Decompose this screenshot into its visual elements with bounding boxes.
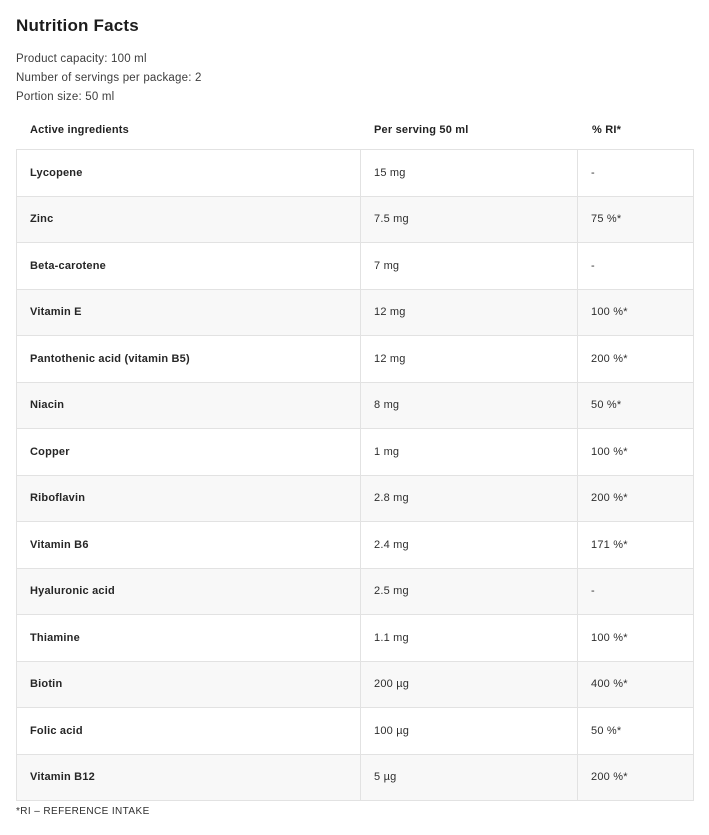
table-row — [17, 661, 694, 708]
table-row — [17, 615, 694, 662]
per-serving-value-cell: 8 mg — [361, 382, 578, 429]
table-row — [17, 475, 694, 522]
ingredient-name-cell: Riboflavin — [17, 475, 361, 522]
ingredient-name-cell: Lycopene — [17, 150, 361, 197]
ri-percent-cell: 50 %* — [578, 708, 694, 755]
table-row — [17, 429, 694, 476]
per-serving-value-cell: 12 mg — [361, 336, 578, 383]
nutrition-table-body — [17, 150, 694, 801]
ingredient-name-cell: Niacin — [17, 382, 361, 429]
ri-percent-cell: 400 %* — [578, 661, 694, 708]
per-serving-value-cell: 200 µg — [361, 661, 578, 708]
ri-percent-cell: - — [578, 568, 694, 615]
portion-size-line: Portion size: 50 ml — [16, 91, 115, 103]
per-serving-value-cell: 5 µg — [361, 754, 578, 801]
table-header-row — [16, 119, 693, 141]
column-header-per-serving: Per serving 50 ml — [374, 124, 469, 136]
table-row — [17, 196, 694, 243]
column-header-ri-percent: % RI* — [592, 124, 622, 136]
ri-percent-cell: 171 %* — [578, 522, 694, 569]
per-serving-value-cell: 1.1 mg — [361, 615, 578, 662]
table-row — [17, 150, 694, 197]
per-serving-value-cell: 7.5 mg — [361, 196, 578, 243]
per-serving-value-cell: 100 µg — [361, 708, 578, 755]
ri-percent-cell: 75 %* — [578, 196, 694, 243]
ingredient-name-cell: Vitamin E — [17, 289, 361, 336]
table-row — [17, 754, 694, 801]
per-serving-value-cell: 2.4 mg — [361, 522, 578, 569]
per-serving-value-cell: 1 mg — [361, 429, 578, 476]
product-capacity-line: Product capacity: 100 ml — [16, 53, 147, 65]
table-row — [17, 336, 694, 383]
table-row — [17, 382, 694, 429]
servings-per-package-line: Number of servings per package: 2 — [16, 72, 202, 84]
per-serving-value-cell: 7 mg — [361, 243, 578, 290]
nutrition-table — [16, 149, 694, 801]
table-row — [17, 568, 694, 615]
ingredient-name-cell: Thiamine — [17, 615, 361, 662]
ingredient-name-cell: Beta-carotene — [17, 243, 361, 290]
ri-percent-cell: - — [578, 243, 694, 290]
ingredient-name-cell: Vitamin B6 — [17, 522, 361, 569]
ri-percent-cell: 200 %* — [578, 754, 694, 801]
reference-intake-footnote: *RI – REFERENCE INTAKE — [16, 806, 150, 817]
ri-percent-cell: 200 %* — [578, 475, 694, 522]
ingredient-name-cell: Pantothenic acid (vitamin B5) — [17, 336, 361, 383]
page-title: Nutrition Facts — [16, 16, 139, 35]
per-serving-value-cell: 15 mg — [361, 150, 578, 197]
product-meta — [16, 50, 693, 107]
per-serving-value-cell: 2.5 mg — [361, 568, 578, 615]
ingredient-name-cell: Zinc — [17, 196, 361, 243]
table-row — [17, 708, 694, 755]
per-serving-value-cell: 12 mg — [361, 289, 578, 336]
ri-percent-cell: 100 %* — [578, 429, 694, 476]
ri-percent-cell: 100 %* — [578, 615, 694, 662]
ingredient-name-cell: Biotin — [17, 661, 361, 708]
ingredient-name-cell: Folic acid — [17, 708, 361, 755]
table-row — [17, 243, 694, 290]
ri-percent-cell: - — [578, 150, 694, 197]
table-row — [17, 289, 694, 336]
ri-percent-cell: 100 %* — [578, 289, 694, 336]
table-row — [17, 522, 694, 569]
ri-percent-cell: 200 %* — [578, 336, 694, 383]
ri-percent-cell: 50 %* — [578, 382, 694, 429]
ingredient-name-cell: Vitamin B12 — [17, 754, 361, 801]
per-serving-value-cell: 2.8 mg — [361, 475, 578, 522]
ingredient-name-cell: Copper — [17, 429, 361, 476]
column-header-active-ingredients: Active ingredients — [30, 124, 129, 136]
ingredient-name-cell: Hyaluronic acid — [17, 568, 361, 615]
